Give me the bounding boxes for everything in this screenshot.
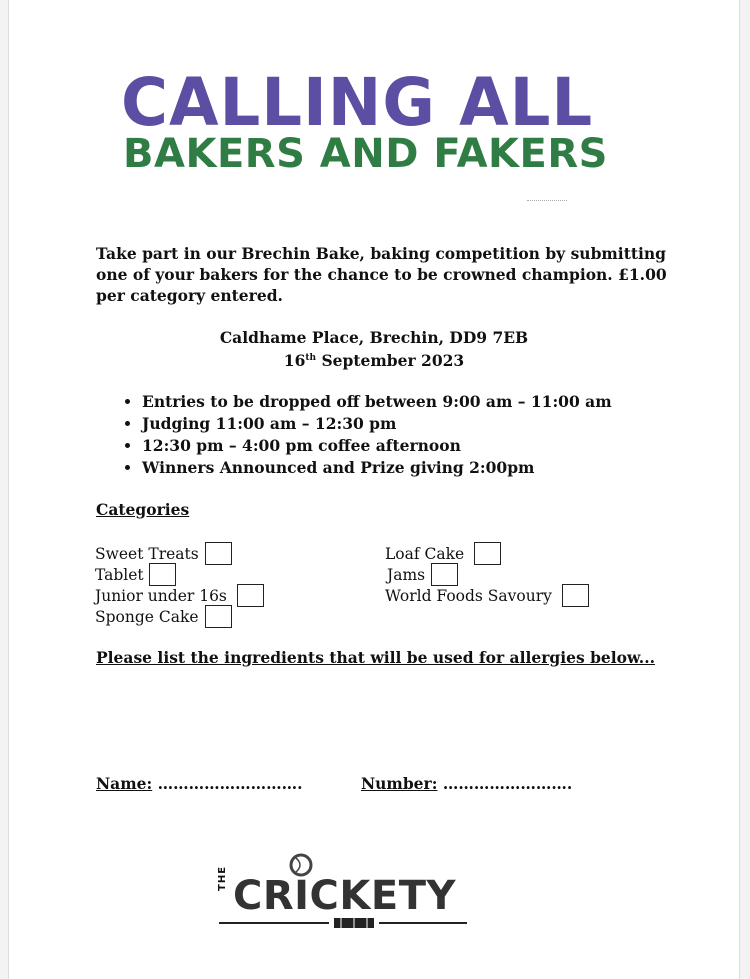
sweet-treats-checkbox[interactable] [205,542,232,565]
category-jams [387,563,458,586]
number-label: Number: [361,774,438,793]
category-label: Sweet Treats [95,545,199,563]
categories-title: Categories [96,500,190,519]
venue-block [9,327,739,371]
allergy-note: Please list the ingredients that will be used for allergies below... [96,648,655,667]
category-label: Tablet [95,566,144,584]
category-label: Sponge Cake [95,608,199,626]
category-sweet-treats [95,542,232,565]
number-field[interactable] [361,774,572,793]
category-loaf [385,542,501,565]
tablet-checkbox[interactable] [149,563,176,586]
jams-checkbox[interactable] [431,563,458,586]
schedule-item: • Judging 11:00 am – 12:30 pm [142,413,612,435]
world-foods-checkbox[interactable] [562,584,589,607]
date-suffix: th [305,353,317,363]
logo-the: THE [217,865,228,891]
schedule-item: • Winners Announced and Prize giving 2:00pm [142,457,612,479]
venue-address: Caldhame Place, Brechin, DD9 7EB [219,328,529,347]
logo-word: CRICKETY [233,873,456,919]
category-label: Loaf Cake [385,545,465,563]
category-sponge [95,605,232,628]
schedule-item: • 12:30 pm – 4:00 pm coffee afternoon [142,435,612,457]
venue-date [9,348,739,371]
junior-checkbox[interactable] [237,584,264,607]
number-dots: ……………………. [437,774,573,793]
name-label: Name: [96,774,153,793]
name-field[interactable] [96,774,303,793]
schedule-list [98,391,612,479]
category-tablet [95,563,176,586]
date-rest: September 2023 [316,351,465,371]
category-label: World Foods Savoury [385,587,552,605]
headline-line-2: BAKERS AND FAKERS [123,131,608,177]
sponge-checkbox[interactable] [205,605,232,628]
flyer-page [8,0,740,979]
crickety-logo [209,853,479,933]
name-dots: ………………………. [152,774,303,793]
loaf-checkbox[interactable] [474,542,501,565]
category-world-foods [385,584,589,607]
category-junior [95,584,264,607]
date-day: 16 [283,351,306,371]
headline-line-1: CALLING ALL [121,64,594,141]
schedule-item: • Entries to be dropped off between 9:00 am – 11:00 am [142,391,612,413]
category-label: Junior under 16s [95,587,227,605]
faint-mark [527,200,567,201]
category-label: Jams [387,566,426,584]
intro-text: Take part in our Brechin Bake, baking competition by submitting one of your bakers for the chance to be crowned champion. £1.00 per category entered. [96,244,667,305]
